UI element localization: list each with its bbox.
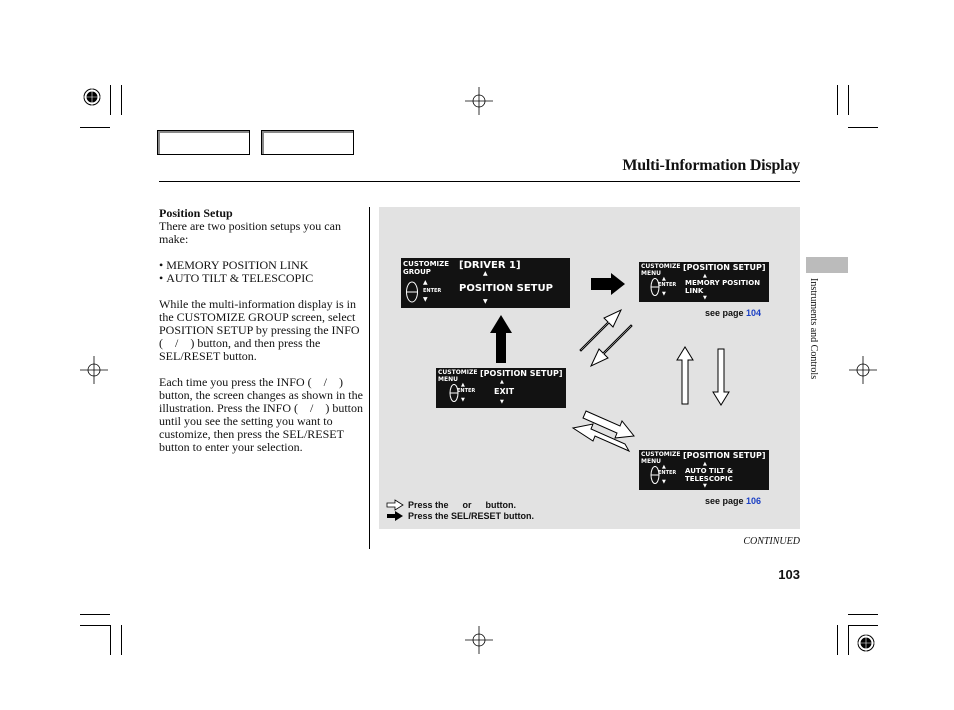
screen-item: POSITION SETUP (459, 283, 553, 294)
info-arrow-icon (677, 347, 693, 404)
sel-arrow-icon (591, 273, 625, 295)
page-title: Multi-Information Display (622, 157, 800, 174)
down-arrow-icon: ▼ (703, 295, 707, 301)
screen-item: MEMORY POSITION (685, 279, 761, 287)
down-arrow-icon: ▼ (662, 291, 666, 297)
column-divider (369, 207, 370, 549)
screen-label: MENU (641, 458, 661, 465)
registration-target-bottom-right (854, 631, 878, 655)
section-tab-label (800, 278, 830, 408)
up-arrow-icon: ▲ (483, 270, 488, 277)
registration-target-top-left (80, 85, 104, 109)
legend-info-arrow-icon (387, 500, 403, 510)
enter-label: ENTER (457, 388, 476, 394)
see-page-link[interactable]: 104 (746, 308, 762, 318)
section-heading: Position Setup (159, 206, 233, 220)
see-page-text: see page (705, 308, 744, 318)
down-arrow-icon: ▼ (483, 298, 488, 305)
nav-box-1[interactable] (157, 130, 250, 155)
legend-sel-arrow-icon (387, 511, 403, 521)
nav-box-2[interactable] (261, 130, 354, 155)
down-arrow-icon: ▼ (423, 296, 428, 303)
continued-label: CONTINUED (743, 536, 800, 547)
crosshair-left (80, 356, 108, 384)
up-arrow-icon: ▲ (703, 461, 707, 467)
crosshair-bottom (465, 626, 493, 654)
title-rule (159, 181, 800, 182)
screen-label: GROUP (403, 268, 431, 276)
down-arrow-icon: ▼ (500, 399, 504, 405)
down-arrow-icon: ▼ (703, 483, 707, 489)
info-arrow-icon (580, 310, 621, 351)
info-arrow-icon (591, 325, 632, 366)
screen-label: MENU (641, 270, 661, 277)
bullet-item: • MEMORY POSITION LINK (159, 259, 364, 272)
paragraph-1: While the multi-information display is in the CUSTOMIZE GROUP screen, select POSITION SETUP by pressing the INFO ( / ) button, and then press the SEL/RESET button. (159, 297, 360, 363)
up-arrow-icon: ▲ (461, 382, 465, 388)
legend-info: Press the or button. (408, 500, 517, 510)
up-arrow-icon: ▲ (662, 276, 666, 282)
see-page-text: see page (705, 496, 744, 506)
up-arrow-icon: ▲ (662, 464, 666, 470)
screen-item: LINK (685, 287, 704, 295)
screen-title: [POSITION SETUP] (683, 451, 766, 460)
screen-label: CUSTOMIZE (641, 451, 681, 458)
screen-item: EXIT (494, 387, 515, 396)
up-arrow-icon: ▲ (423, 279, 428, 286)
down-arrow-icon: ▼ (662, 479, 666, 485)
enter-label: ENTER (658, 282, 677, 288)
body-text (159, 207, 364, 467)
screen-item: AUTO TILT & (685, 467, 734, 475)
page-number: 103 (778, 567, 800, 582)
up-arrow-icon: ▲ (500, 379, 504, 385)
screen-label: CUSTOMIZE (641, 263, 681, 270)
screen-title: [POSITION SETUP] (683, 263, 766, 272)
paragraph-2: Each time you press the INFO ( / ) button, the screen changes as shown in the illustration. Press the INFO ( / ) button until you see the setting you want to customize, then press the SEL/RESET button to enter your selection. (159, 375, 363, 454)
enter-label: ENTER (423, 288, 442, 294)
screen-label: CUSTOMIZE (403, 260, 450, 268)
up-arrow-icon: ▲ (703, 273, 707, 279)
section-tab[interactable] (806, 257, 848, 273)
bullet-list (159, 259, 364, 285)
screen-label: MENU (438, 376, 458, 383)
see-page-link[interactable]: 106 (746, 496, 762, 506)
diagram-arrows (379, 207, 800, 529)
legend-sel: Press the SEL/RESET button. (408, 511, 535, 521)
info-arrow-icon (713, 349, 729, 405)
intro-paragraph: There are two position setups you can make: (159, 219, 341, 246)
crosshair-right (849, 356, 877, 384)
screen-item: TELESCOPIC (685, 475, 733, 483)
screen-title: [POSITION SETUP] (480, 369, 563, 378)
bullet-item: • AUTO TILT & TELESCOPIC (159, 272, 364, 285)
diagram-panel (379, 207, 800, 529)
screen-title: [DRIVER 1] (459, 260, 521, 271)
down-arrow-icon: ▼ (461, 397, 465, 403)
sel-arrow-icon (490, 315, 512, 363)
enter-label: ENTER (658, 470, 677, 476)
screen-label: CUSTOMIZE (438, 369, 478, 376)
crosshair-top (465, 87, 493, 115)
section-tab-text: Instruments and Controls (808, 278, 819, 380)
